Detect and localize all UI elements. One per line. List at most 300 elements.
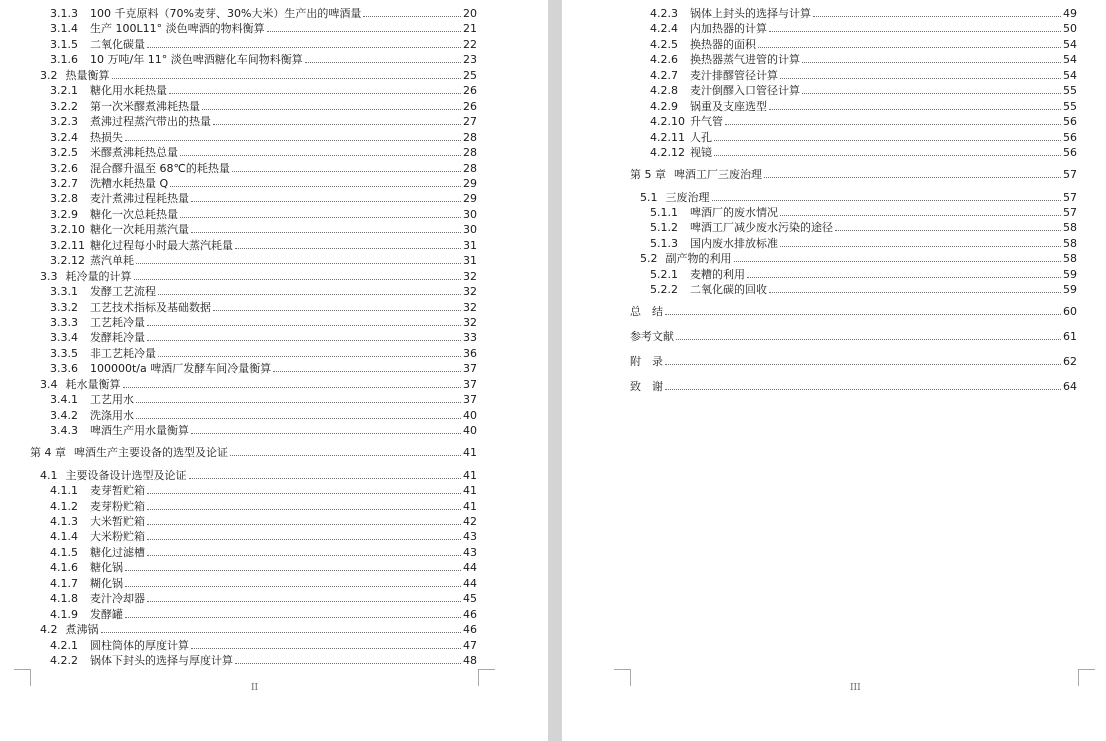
toc-entry-title: 啤酒生产用水量衡算 xyxy=(90,424,189,438)
toc-entry-title: 耗冷量的计算 xyxy=(65,269,132,283)
toc-entry-number: 4.2.9 xyxy=(650,99,678,113)
toc-subsection-entry[interactable] xyxy=(630,67,1077,82)
toc-page-number: 37 xyxy=(463,362,477,376)
toc-subsection-entry[interactable] xyxy=(30,129,477,144)
toc-entry-number: 3.2.9 xyxy=(50,207,78,221)
toc-page-number: 20 xyxy=(463,7,477,20)
toc-dot-leader xyxy=(780,78,1061,79)
toc-subsection-entry[interactable] xyxy=(30,513,477,528)
toc-entry-title: 副产物的利用 xyxy=(665,252,732,266)
toc-entry-number: 4.2.5 xyxy=(650,37,678,51)
toc-entry-number: 4.1.3 xyxy=(50,514,78,528)
toc-chapter-entry[interactable] xyxy=(630,328,1077,343)
crop-mark-bottom-left xyxy=(14,669,31,686)
toc-page-number: 30 xyxy=(463,223,477,237)
toc-page-number: 50 xyxy=(1063,22,1077,36)
toc-entry-number: 4.1.6 xyxy=(50,561,78,575)
toc-page-number: 43 xyxy=(463,530,477,544)
toc-subsection-entry[interactable] xyxy=(30,283,477,298)
toc-entry-number: 3.2.6 xyxy=(50,161,78,175)
toc-entry-title: 非工艺耗冷量 xyxy=(90,346,156,360)
toc-page-number: 28 xyxy=(463,161,477,175)
toc-dot-leader xyxy=(665,314,1061,315)
toc-entry-title: 洗糟水耗热量 Q xyxy=(90,176,169,190)
toc-dot-leader xyxy=(136,418,461,419)
toc-entry-title: 第一次米醪煮沸耗热量 xyxy=(90,99,200,113)
toc-entry-title: 三废治理 xyxy=(665,190,710,204)
toc-entry-title: 二氧化碳的回收 xyxy=(690,283,767,297)
toc-entry-title: 致 谢 xyxy=(630,379,663,393)
toc-subsection-entry[interactable] xyxy=(30,82,477,97)
toc-dot-leader xyxy=(147,47,461,48)
toc-page-number: 42 xyxy=(463,514,477,528)
toc-entry-title: 生产 100L11° 淡色啤酒的物料衡算 xyxy=(90,22,265,36)
toc-entry-number: 3.2.12 xyxy=(50,254,85,268)
toc-entry-number: 第 4 章 xyxy=(30,445,66,459)
toc-dot-leader xyxy=(101,632,462,633)
toc-page-number: 60 xyxy=(1063,304,1077,318)
toc-subsection-entry[interactable] xyxy=(630,36,1077,51)
page-footer-number: III xyxy=(850,683,861,693)
toc-entry-number: 4.2.6 xyxy=(650,53,678,67)
toc-subsection-entry[interactable] xyxy=(30,422,477,437)
toc-page-number: 31 xyxy=(463,254,477,268)
toc-entry-title: 糖化过滤槽 xyxy=(90,545,145,559)
toc-entry-title: 圆柱筒体的厚度计算 xyxy=(90,638,189,652)
toc-page-number: 59 xyxy=(1063,283,1077,297)
toc-entry-title: 麦汁倒醪入口管径计算 xyxy=(690,84,800,98)
toc-page-number: 64 xyxy=(1063,379,1077,393)
toc-page-number: 28 xyxy=(463,146,477,160)
toc-entry-title: 总 结 xyxy=(630,304,663,318)
toc-page-number: 41 xyxy=(463,499,477,513)
toc-page-number: 62 xyxy=(1063,354,1077,368)
toc-subsection-entry[interactable] xyxy=(30,113,477,128)
toc-page-number: 54 xyxy=(1063,53,1077,67)
page-footer-number: II xyxy=(251,683,259,693)
toc-page-number: 59 xyxy=(1063,267,1077,281)
toc-subsection-entry[interactable] xyxy=(630,129,1077,144)
toc-dot-leader xyxy=(747,277,1061,278)
toc-page-number: 47 xyxy=(463,638,477,652)
toc-page-number: 58 xyxy=(1063,252,1077,266)
toc-page-number: 30 xyxy=(463,207,477,221)
toc-subsection-entry[interactable] xyxy=(630,235,1077,250)
toc-entry-number: 5.1.1 xyxy=(650,205,678,219)
toc-entry-title: 主要设备设计选型及论证 xyxy=(65,468,187,482)
toc-dot-leader xyxy=(123,387,462,388)
document-page-right xyxy=(562,0,1106,741)
toc-dot-leader xyxy=(802,62,1061,63)
toc-entry-number: 4.1 xyxy=(40,468,58,482)
toc-page-number: 41 xyxy=(463,484,477,498)
toc-entry-title: 米醪煮沸耗热总量 xyxy=(90,146,178,160)
toc-subsection-entry[interactable] xyxy=(30,175,477,190)
toc-subsection-entry[interactable] xyxy=(30,5,477,20)
toc-page-number: 54 xyxy=(1063,37,1077,51)
toc-entry-title: 糖化锅 xyxy=(90,561,123,575)
toc-entry-title: 麦汁冷却器 xyxy=(90,592,145,606)
toc-entry-title: 麦汁排醪管径计算 xyxy=(690,68,778,82)
toc-subsection-entry[interactable] xyxy=(30,299,477,314)
toc-entry-number: 4.2.11 xyxy=(650,130,685,144)
toc-dot-leader xyxy=(363,16,461,17)
toc-subsection-entry[interactable] xyxy=(30,528,477,543)
toc-dot-leader xyxy=(758,47,1061,48)
toc-dot-leader xyxy=(125,586,461,587)
toc-chapter-entry[interactable] xyxy=(630,378,1077,393)
toc-entry-number: 4.1.9 xyxy=(50,607,78,621)
toc-dot-leader xyxy=(169,93,461,94)
toc-entry-number: 3.3.2 xyxy=(50,300,78,314)
toc-dot-leader xyxy=(191,232,461,233)
toc-dot-leader xyxy=(147,539,461,540)
toc-entry-title: 混合醪升温至 68℃的耗热量 xyxy=(90,161,230,175)
toc-entry-title: 发酵工艺流程 xyxy=(90,285,156,299)
toc-entry-number: 3.2.4 xyxy=(50,130,78,144)
toc-subsection-entry[interactable] xyxy=(630,144,1077,159)
toc-entry-title: 人孔 xyxy=(690,130,712,144)
toc-dot-leader xyxy=(764,177,1061,178)
toc-dot-leader xyxy=(191,433,461,434)
toc-subsection-entry[interactable] xyxy=(630,98,1077,113)
toc-dot-leader xyxy=(189,478,462,479)
toc-subsection-entry[interactable] xyxy=(30,391,477,406)
toc-entry-number: 4.2.4 xyxy=(650,22,678,36)
toc-entry-number: 5.2.1 xyxy=(650,267,678,281)
toc-subsection-entry[interactable] xyxy=(30,637,477,652)
toc-entry-number: 3.3.4 xyxy=(50,331,78,345)
crop-mark-bottom-right xyxy=(1078,669,1095,686)
toc-section-entry[interactable] xyxy=(630,250,1077,265)
toc-chapter-entry[interactable] xyxy=(30,444,477,459)
toc-subsection-entry[interactable] xyxy=(630,281,1077,296)
toc-entry-number: 3.2.8 xyxy=(50,192,78,206)
toc-page-number: 56 xyxy=(1063,115,1077,129)
toc-dot-leader xyxy=(180,217,461,218)
toc-entry-title: 锅体上封头的选择与计算 xyxy=(690,7,811,20)
toc-entry-number: 3.4.2 xyxy=(50,408,78,422)
toc-entry-title: 大米粉贮箱 xyxy=(90,530,145,544)
toc-entry-number: 3.2.7 xyxy=(50,176,78,190)
toc-entry-number: 3.2.11 xyxy=(50,238,85,252)
toc-entry-title: 啤酒工厂减少废水污染的途径 xyxy=(690,221,833,235)
toc-dot-leader xyxy=(147,493,461,494)
toc-dot-leader xyxy=(134,279,462,280)
toc-dot-leader xyxy=(158,356,461,357)
toc-section-entry[interactable] xyxy=(30,268,477,283)
toc-page-number: 44 xyxy=(463,576,477,590)
toc-page-number: 46 xyxy=(463,623,477,637)
toc-entry-title: 啤酒生产主要设备的选型及论证 xyxy=(74,445,228,459)
toc-dot-leader xyxy=(147,555,461,556)
toc-dot-leader xyxy=(769,292,1061,293)
toc-page-number: 36 xyxy=(463,346,477,360)
toc-entry-number: 3.2 xyxy=(40,68,58,82)
toc-page-number: 29 xyxy=(463,176,477,190)
toc-subsection-entry[interactable] xyxy=(30,252,477,267)
toc-entry-title: 工艺技术指标及基础数据 xyxy=(90,300,211,314)
toc-dot-leader xyxy=(213,124,461,125)
toc-subsection-entry[interactable] xyxy=(30,407,477,422)
toc-entry-number: 4.1.4 xyxy=(50,530,78,544)
toc-dot-leader xyxy=(235,248,461,249)
toc-page-number: 40 xyxy=(463,424,477,438)
toc-subsection-entry[interactable] xyxy=(630,5,1077,20)
toc-entry-title: 内加热器的计算 xyxy=(690,22,767,36)
toc-dot-leader xyxy=(147,340,461,341)
toc-dot-leader xyxy=(676,339,1061,340)
toc-entry-title: 10 万吨/年 11° 淡色啤酒糖化车间物料衡算 xyxy=(90,53,303,67)
toc-page-number: 54 xyxy=(1063,68,1077,82)
toc-dot-leader xyxy=(213,310,461,311)
toc-entry-number: 3.3.3 xyxy=(50,316,78,329)
toc-page-number: 26 xyxy=(463,99,477,113)
toc-page-number: 21 xyxy=(463,22,477,36)
toc-page-number: 40 xyxy=(463,408,477,422)
toc-page-number: 58 xyxy=(1063,221,1077,235)
toc-entry-title: 糖化过程每小时最大蒸汽耗量 xyxy=(90,238,233,252)
toc-entry-title: 工艺耗冷量 xyxy=(90,316,145,329)
toc-section-entry[interactable] xyxy=(30,376,477,391)
toc-entry-title: 煮沸过程蒸汽带出的热量 xyxy=(90,115,211,129)
toc-subsection-entry[interactable] xyxy=(30,345,477,360)
toc-dot-leader xyxy=(125,617,461,618)
toc-entry-title: 锅重及支座选型 xyxy=(690,99,767,113)
toc-page-number: 33 xyxy=(463,331,477,345)
toc-dot-leader xyxy=(230,455,461,456)
toc-subsection-entry[interactable] xyxy=(30,98,477,113)
toc-page-number: 45 xyxy=(463,592,477,606)
toc-dot-leader xyxy=(125,140,461,141)
toc-entry-number: 4.1.1 xyxy=(50,484,78,498)
toc-entry-number: 4.2 xyxy=(40,623,58,637)
toc-dot-leader xyxy=(125,570,461,571)
toc-page-number: 46 xyxy=(463,607,477,621)
toc-page-number: 28 xyxy=(463,130,477,144)
toc-entry-number: 5.2 xyxy=(640,252,658,266)
toc-page-number: 29 xyxy=(463,192,477,206)
toc-subsection-entry[interactable] xyxy=(30,329,477,344)
toc-entry-title: 耗水量衡算 xyxy=(65,377,121,391)
toc-subsection-entry[interactable] xyxy=(30,221,477,236)
toc-entry-title: 换热器的面积 xyxy=(690,37,756,51)
toc-subsection-entry[interactable] xyxy=(30,482,477,497)
toc-dot-leader xyxy=(712,200,1062,201)
toc-section-entry[interactable] xyxy=(30,621,477,636)
toc-entry-title: 糊化锅 xyxy=(90,576,123,590)
toc-subsection-entry[interactable] xyxy=(30,36,477,51)
toc-subsection-entry[interactable] xyxy=(630,51,1077,66)
toc-subsection-entry[interactable] xyxy=(30,559,477,574)
toc-entry-number: 4.2.7 xyxy=(650,68,678,82)
toc-entry-title: 参考文献 xyxy=(630,329,674,343)
toc-subsection-entry[interactable] xyxy=(30,206,477,221)
toc-entry-title: 煮沸锅 xyxy=(65,623,99,637)
toc-dot-leader xyxy=(170,186,461,187)
toc-entry-number: 4.2.1 xyxy=(50,638,78,652)
toc-page-number: 22 xyxy=(463,37,477,51)
toc-entry-number: 4.2.3 xyxy=(650,7,678,20)
toc-entry-title: 锅体下封头的选择与厚度计算 xyxy=(90,654,233,667)
toc-entry-title: 发酵耗冷量 xyxy=(90,331,145,345)
toc-page-number: 25 xyxy=(463,68,477,82)
toc-dot-leader xyxy=(158,294,461,295)
toc-page-number: 57 xyxy=(1063,167,1077,181)
toc-entry-number: 3.3.5 xyxy=(50,346,78,360)
toc-dot-leader xyxy=(725,124,1061,125)
toc-page-number: 43 xyxy=(463,545,477,559)
toc-entry-number: 4.2.8 xyxy=(650,84,678,98)
toc-page-number: 55 xyxy=(1063,84,1077,98)
toc-entry-title: 热损失 xyxy=(90,130,123,144)
toc-dot-leader xyxy=(273,371,461,372)
crop-mark-bottom-right xyxy=(478,669,495,686)
toc-entry-number: 3.2.2 xyxy=(50,99,78,113)
toc-dot-leader xyxy=(769,31,1061,32)
toc-entry-number: 4.1.8 xyxy=(50,592,78,606)
toc-dot-leader xyxy=(813,16,1061,17)
toc-dot-leader xyxy=(191,201,461,202)
toc-page-number: 27 xyxy=(463,115,477,129)
toc-dot-leader xyxy=(136,263,461,264)
toc-dot-leader xyxy=(835,230,1061,231)
toc-page-number: 55 xyxy=(1063,99,1077,113)
toc-entry-title: 换热器蒸气进管的计算 xyxy=(690,53,800,67)
toc-subsection-entry[interactable] xyxy=(30,314,477,329)
toc-entry-number: 3.4.1 xyxy=(50,393,78,407)
toc-entry-title: 啤酒工厂三废治理 xyxy=(674,167,762,181)
toc-entry-title: 糖化一次总耗热量 xyxy=(90,207,178,221)
toc-page-number: 26 xyxy=(463,84,477,98)
toc-page-number: 49 xyxy=(1063,7,1077,20)
toc-dot-leader xyxy=(180,155,461,156)
toc-dot-leader xyxy=(780,215,1061,216)
toc-dot-leader xyxy=(235,663,461,664)
toc-subsection-entry[interactable] xyxy=(630,219,1077,234)
toc-chapter-entry[interactable] xyxy=(630,303,1077,318)
toc-entry-title: 升气管 xyxy=(690,115,723,129)
toc-subsection-entry[interactable] xyxy=(30,190,477,205)
toc-entry-number: 4.2.2 xyxy=(50,654,78,667)
toc-page-number: 56 xyxy=(1063,146,1077,160)
toc-subsection-entry[interactable] xyxy=(30,360,477,375)
toc-subsection-entry[interactable] xyxy=(630,204,1077,219)
toc-entry-title: 糖化用水耗热量 xyxy=(90,84,167,98)
toc-dot-leader xyxy=(665,364,1061,365)
toc-dot-leader xyxy=(147,325,461,326)
toc-page-number: 32 xyxy=(463,316,477,329)
toc-subsection-entry[interactable] xyxy=(30,237,477,252)
toc-entry-number: 5.1 xyxy=(640,190,658,204)
toc-section-entry[interactable] xyxy=(30,467,477,482)
toc-dot-leader xyxy=(147,509,461,510)
toc-chapter-entry[interactable] xyxy=(630,166,1077,181)
toc-subsection-entry[interactable] xyxy=(30,20,477,35)
toc-entry-title: 热量衡算 xyxy=(65,68,110,82)
toc-dot-leader xyxy=(147,524,461,525)
toc-page-number: 31 xyxy=(463,238,477,252)
toc-subsection-entry[interactable] xyxy=(30,498,477,513)
toc-subsection-entry[interactable] xyxy=(30,575,477,590)
toc-entry-number: 4.1.7 xyxy=(50,576,78,590)
toc-subsection-entry[interactable] xyxy=(630,82,1077,97)
toc-subsection-entry[interactable] xyxy=(30,51,477,66)
toc-subsection-entry[interactable] xyxy=(30,144,477,159)
toc-dot-leader xyxy=(136,402,461,403)
toc-entry-number: 3.4.3 xyxy=(50,424,78,438)
toc-section-entry[interactable] xyxy=(30,67,477,82)
toc-entry-number: 5.1.2 xyxy=(650,221,678,235)
toc-entry-title: 视镜 xyxy=(690,146,712,160)
toc-entry-number: 5.2.2 xyxy=(650,283,678,297)
toc-chapter-entry[interactable] xyxy=(630,353,1077,368)
toc-subsection-entry[interactable] xyxy=(30,606,477,621)
toc-entry-number: 3.3.6 xyxy=(50,362,78,376)
toc-page-number: 41 xyxy=(463,468,477,482)
toc-entry-number: 3.4 xyxy=(40,377,58,391)
toc-entry-number: 4.2.10 xyxy=(650,115,685,129)
toc-dot-leader xyxy=(191,648,461,649)
toc-subsection-entry[interactable] xyxy=(630,20,1077,35)
toc-subsection-entry[interactable] xyxy=(30,590,477,605)
page-gutter xyxy=(548,0,562,741)
toc-dot-leader xyxy=(202,109,461,110)
crop-mark-bottom-left xyxy=(614,669,631,686)
toc-entry-title: 麦糟的利用 xyxy=(690,267,745,281)
toc-subsection-entry[interactable] xyxy=(30,544,477,559)
toc-page-number: 48 xyxy=(463,654,477,667)
toc-dot-leader xyxy=(147,601,461,602)
toc-entry-title: 糖化一次耗用蒸汽量 xyxy=(90,223,189,237)
toc-entry-number: 5.1.3 xyxy=(650,236,678,250)
toc-subsection-entry[interactable] xyxy=(630,266,1077,281)
toc-page-number: 61 xyxy=(1063,329,1077,343)
toc-entry-title: 工艺用水 xyxy=(90,393,134,407)
toc-entry-number: 3.3 xyxy=(40,269,58,283)
toc-subsection-entry[interactable] xyxy=(630,113,1077,128)
toc-dot-leader xyxy=(714,155,1061,156)
toc-entry-number: 3.2.10 xyxy=(50,223,85,237)
toc-entry-number: 3.2.3 xyxy=(50,115,78,129)
toc-entry-title: 麦芽暂贮箱 xyxy=(90,484,145,498)
toc-entry-title: 二氧化碳量 xyxy=(90,37,145,51)
toc-page-number: 37 xyxy=(463,393,477,407)
toc-dot-leader xyxy=(714,140,1061,141)
toc-page-number: 32 xyxy=(463,300,477,314)
toc-entry-title: 啤酒厂的废水情况 xyxy=(690,205,778,219)
toc-subsection-entry[interactable] xyxy=(30,652,477,667)
toc-section-entry[interactable] xyxy=(630,189,1077,204)
toc-entry-title: 蒸汽单耗 xyxy=(90,254,134,268)
toc-entry-number: 3.1.4 xyxy=(50,22,78,36)
toc-entry-number: 4.1.2 xyxy=(50,499,78,513)
toc-entry-title: 洗涤用水 xyxy=(90,408,134,422)
toc-entry-number: 3.3.1 xyxy=(50,285,78,299)
toc-page-number: 57 xyxy=(1063,205,1077,219)
toc-page-number: 37 xyxy=(463,377,477,391)
toc-entry-title: 附 录 xyxy=(630,354,663,368)
toc-page-number: 44 xyxy=(463,561,477,575)
toc-entry-number: 3.1.6 xyxy=(50,53,78,67)
toc-subsection-entry[interactable] xyxy=(30,160,477,175)
toc-entry-title: 大米暂贮箱 xyxy=(90,514,145,528)
toc-page-number: 57 xyxy=(1063,190,1077,204)
toc-dot-leader xyxy=(305,62,461,63)
toc-dot-leader xyxy=(769,109,1061,110)
toc-dot-leader xyxy=(802,93,1061,94)
toc-dot-leader xyxy=(267,31,461,32)
